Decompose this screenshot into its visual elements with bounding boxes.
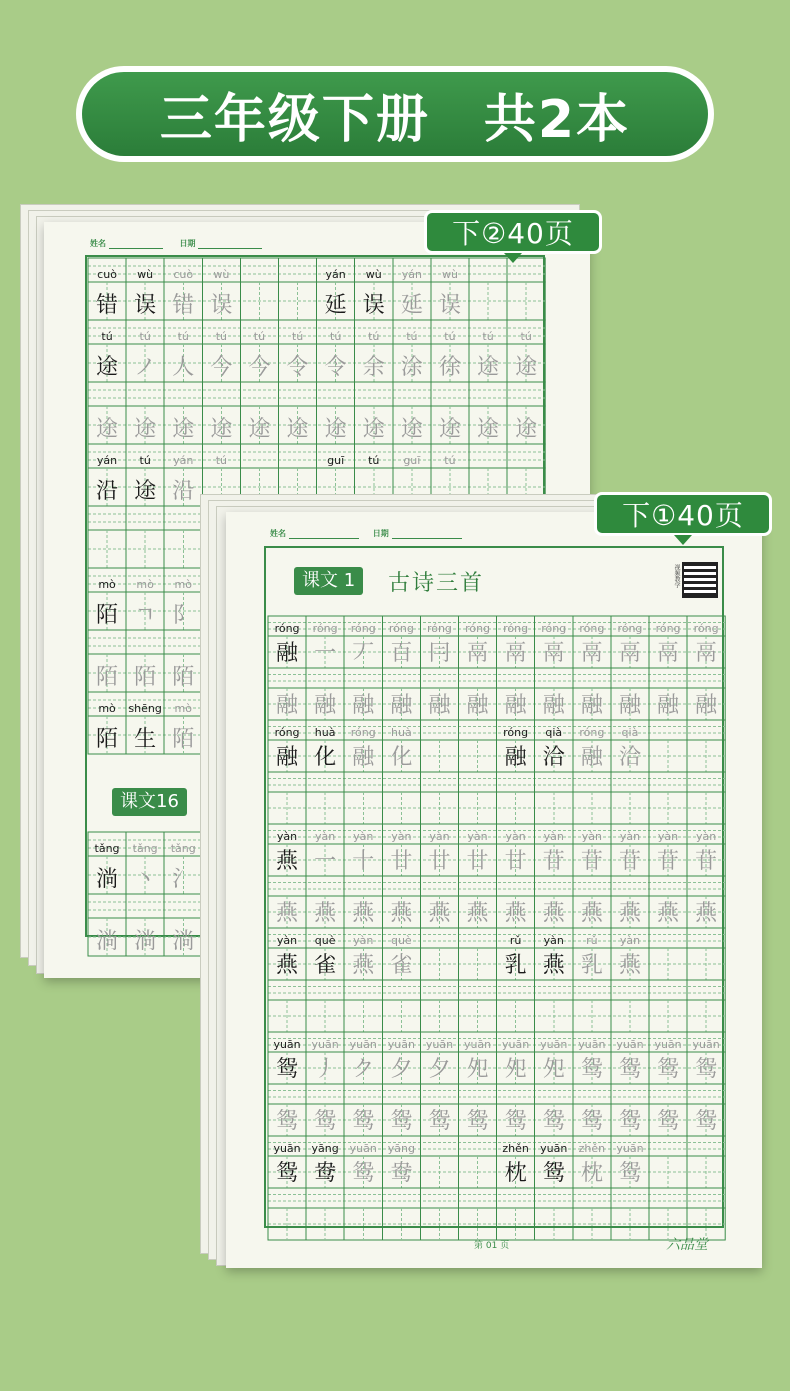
front-character: 鸳 [390, 1109, 413, 1134]
front-character: 融 [542, 693, 565, 718]
back-pinyin: tú [520, 330, 532, 343]
back2-character: 丶 [134, 867, 157, 892]
back-pinyin: wù [137, 268, 154, 281]
back-character: 途 [172, 417, 195, 442]
title-banner [76, 66, 714, 162]
back-pinyin: cuò [97, 268, 117, 281]
back-character: 途 [400, 417, 423, 442]
back-pinyin: wù [213, 268, 230, 281]
front-character: 夗 [466, 1057, 489, 1082]
name-label: 姓名 [270, 529, 286, 538]
back-pinyin: shēng [128, 702, 162, 715]
front-pinyin: róng [693, 622, 719, 635]
front-character: 燕 [542, 953, 565, 978]
front-pinyin: róng [350, 726, 376, 739]
front-pinyin: què [314, 934, 336, 947]
front-pinyin: yàn [505, 830, 526, 843]
front-character: 鸳 [695, 1109, 718, 1134]
front-pinyin: yàn [657, 830, 679, 843]
front-character: 鸳 [466, 1109, 489, 1134]
front-character: 鸳 [657, 1057, 680, 1082]
back-character: 人 [172, 355, 195, 380]
front-pinyin: yuān [540, 1142, 568, 1155]
front-character: 苷 [580, 849, 603, 874]
back-pinyin: yán [173, 454, 194, 467]
front-pinyin: yàn [467, 830, 488, 843]
front-pinyin: róng [503, 622, 529, 635]
back-pinyin: yán [325, 268, 346, 281]
back-pinyin: tú [444, 330, 456, 343]
front-pinyin: yuān [273, 1142, 301, 1155]
front-pinyin: yàn [353, 934, 374, 947]
front-pinyin: yuān [616, 1142, 644, 1155]
front-character: 夕 [390, 1057, 413, 1082]
front-character: 化 [390, 745, 413, 770]
front-character: 廿 [428, 849, 451, 874]
back-pinyin: mò [136, 578, 154, 591]
back-character: 途 [477, 355, 500, 380]
back-character: 错 [172, 293, 195, 318]
front-pinyin: róng [465, 622, 491, 635]
lesson-title: 古诗三首 [388, 571, 485, 596]
front-pinyin: yuān [540, 1038, 568, 1051]
back-character: 途 [96, 355, 119, 380]
front-pinyin: yàn [276, 934, 298, 947]
front-pinyin: róng [579, 622, 605, 635]
back-pinyin: mò [174, 702, 192, 715]
brand-logo: 六品堂 [666, 1237, 708, 1253]
front-pinyin: zhěn [578, 1142, 606, 1155]
front-pinyin: róng [312, 622, 338, 635]
front-character: 鬲 [542, 641, 565, 666]
back-character: 错 [96, 293, 119, 318]
back-character: 途 [438, 417, 461, 442]
front-character: 甘 [504, 849, 527, 874]
back-character: 余 [362, 355, 385, 380]
back-pinyin: tú [177, 330, 189, 343]
back-pinyin: tú [139, 330, 151, 343]
back-character: 生 [134, 727, 157, 752]
front-pinyin: róng [617, 622, 643, 635]
front-character: 燕 [390, 901, 413, 926]
front-pinyin: yāng [387, 1142, 415, 1155]
back-character: 途 [515, 417, 538, 442]
back-character: 陌 [172, 727, 195, 752]
grade-text: 三年级下册 [159, 89, 430, 150]
front-pinyin: róng [388, 622, 414, 635]
front-character: 冃 [428, 641, 451, 666]
front-character: 融 [428, 693, 451, 718]
back-character: 延 [400, 293, 423, 318]
qr-label: 视频教学 [673, 564, 680, 588]
front-character: 鸳 [352, 1109, 375, 1134]
front-character: 融 [276, 693, 299, 718]
front-pinyin: yàn [581, 830, 602, 843]
front-character: 洽 [618, 745, 641, 770]
front-pinyin: yàn [429, 830, 450, 843]
front-pinyin: róng [274, 726, 300, 739]
front-character: 鸳 [542, 1109, 565, 1134]
front-pinyin: qià [621, 726, 639, 739]
back-character: 途 [362, 417, 385, 442]
front-character: 融 [580, 693, 603, 718]
back-character: 误 [134, 293, 157, 318]
back-character: 陌 [96, 727, 119, 752]
front-pinyin: yàn [619, 830, 641, 843]
front-character: 一 [314, 641, 337, 666]
front-pinyin: yuān [654, 1038, 682, 1051]
front-character: 融 [276, 745, 299, 770]
front-character: 鬲 [504, 641, 527, 666]
front-character: 燕 [542, 901, 565, 926]
back-pinyin: mò [98, 702, 116, 715]
front-pinyin: yuān [502, 1038, 530, 1051]
back-character: ノ [134, 355, 157, 380]
front-character: 雀 [390, 953, 413, 978]
front-pinyin: yāng [311, 1142, 339, 1155]
front-character: 鸳 [657, 1109, 680, 1134]
back2-character: 淌 [96, 867, 119, 892]
name-label: 姓名 [90, 239, 106, 248]
back2-character: 淌 [96, 929, 119, 954]
front-character: 融 [466, 693, 489, 718]
front-pinyin: róng [579, 726, 605, 739]
front-character: 鸳 [618, 1161, 641, 1186]
front-character: 鬲 [580, 641, 603, 666]
front-pinyin: qià [545, 726, 563, 739]
back-pinyin: mò [98, 578, 116, 591]
front-character: 鬲 [657, 641, 680, 666]
front-character: 燕 [580, 901, 603, 926]
back-character: 途 [324, 417, 347, 442]
front-pinyin: róng [426, 622, 452, 635]
front-practice-grid [226, 512, 762, 1268]
back-pinyin: wù [441, 268, 458, 281]
front-pinyin: yuān [273, 1038, 301, 1051]
front-pinyin: yuān [463, 1038, 492, 1051]
front-pinyin: róng [274, 622, 300, 635]
front-pinyin: yuān [692, 1038, 720, 1051]
front-pinyin: yàn [315, 830, 336, 843]
back-pinyin: tú [291, 330, 304, 343]
front-character: 鸯 [390, 1161, 413, 1186]
book1-page-callout: 下①40页 [594, 492, 772, 536]
front-character: 燕 [352, 901, 375, 926]
front-character: 鸳 [618, 1109, 641, 1134]
back-character: 途 [96, 417, 119, 442]
front-pinyin: róng [541, 622, 567, 635]
back-pinyin: yán [96, 454, 118, 467]
front-character: 鸳 [580, 1109, 603, 1134]
back-character: 延 [324, 293, 347, 318]
back-character: 今 [248, 355, 271, 380]
back2-pinyin: tǎng [170, 842, 196, 855]
front-pinyin: yuān [349, 1142, 377, 1155]
back-pinyin: tú [215, 454, 227, 467]
front-character: 枕 [504, 1161, 527, 1186]
back-character: 令 [286, 355, 309, 380]
front-pinyin: yuān [578, 1038, 606, 1051]
back-pinyin: tú [215, 330, 227, 343]
front-character: 鸳 [276, 1109, 299, 1134]
back-character: 陌 [172, 665, 195, 690]
back-character: 涂 [400, 355, 423, 380]
front-character: 鸳 [542, 1161, 565, 1186]
front-pinyin: què [390, 934, 412, 947]
front-pinyin: yàn [543, 830, 564, 843]
back-character: 徐 [438, 355, 461, 380]
front-character: 乳 [580, 953, 603, 978]
front-pinyin: róng [503, 726, 529, 739]
front-character: 燕 [657, 901, 680, 926]
front-character: 洽 [542, 745, 565, 770]
front-pinyin: huà [391, 726, 412, 739]
front-character: 夗 [542, 1057, 565, 1082]
front-character: 燕 [618, 953, 641, 978]
front-character: 融 [276, 641, 299, 666]
back2-pinyin: tǎng [132, 842, 158, 855]
front-pinyin: yàn [619, 934, 641, 947]
back-pinyin: tú [406, 330, 418, 343]
back2-pinyin-band [88, 894, 202, 918]
front-pinyin: yuān [349, 1038, 377, 1051]
front-character: 丆 [352, 641, 375, 666]
front-character: 丿 [314, 1057, 337, 1082]
front-character: 廿 [466, 849, 489, 874]
front-character: 融 [504, 693, 527, 718]
back-pinyin: tú [330, 330, 342, 343]
back-character: 沿 [96, 479, 119, 504]
back-pinyin: tú [368, 454, 380, 467]
date-label: 日期 [372, 529, 389, 538]
back2-pinyin: tǎng [94, 842, 120, 855]
back-pinyin: guī [327, 454, 345, 467]
back-lesson-label: 课文16 [112, 788, 187, 816]
back-pinyin: cuò [173, 268, 194, 281]
back2-character: 淌 [172, 929, 195, 954]
front-character: 枕 [580, 1161, 603, 1186]
back-pinyin: yán [401, 268, 422, 281]
front-character: 鸳 [504, 1109, 527, 1134]
back-character: 沿 [172, 479, 195, 504]
book2-page-callout: 下②40页 [424, 210, 602, 254]
back-character: 途 [134, 417, 157, 442]
back-character: 今 [210, 355, 233, 380]
front-character: 燕 [352, 953, 375, 978]
front-character: 十 [352, 849, 375, 874]
back2-character: 氵 [172, 867, 195, 892]
front-character: 苷 [618, 849, 641, 874]
back-pinyin: tú [444, 454, 456, 467]
front-character: 燕 [314, 901, 337, 926]
front-character: 燕 [504, 901, 527, 926]
front-character: 融 [580, 745, 603, 770]
front-character: 苷 [542, 849, 565, 874]
back-character: 误 [438, 293, 461, 318]
front-character: 雀 [314, 953, 337, 978]
front-character: 苷 [695, 849, 718, 874]
front-character: 廿 [390, 849, 413, 874]
front-pinyin: zhěn [502, 1142, 529, 1155]
back-pinyin: guī [403, 454, 421, 467]
front-character: 苷 [657, 849, 680, 874]
front-pinyin: róng [655, 622, 681, 635]
front-pinyin: rǔ [586, 934, 598, 947]
front-pinyin: huà [314, 726, 336, 739]
front-pinyin: yàn [391, 830, 412, 843]
front-character: 燕 [466, 901, 489, 926]
front-pinyin: yuān [387, 1038, 415, 1051]
front-pinyin: yàn [543, 934, 564, 947]
front-character: 鬲 [695, 641, 718, 666]
front-character: 融 [352, 745, 375, 770]
back-character: 途 [286, 417, 309, 442]
back-pinyin: tú [482, 330, 494, 343]
front-character: 融 [695, 693, 718, 718]
back-character: 陌 [96, 603, 119, 628]
front-character: 融 [390, 693, 413, 718]
front-character: 一 [314, 849, 337, 874]
back-character: 陌 [96, 665, 119, 690]
front-character: 燕 [276, 953, 299, 978]
front-pinyin: yàn [276, 830, 298, 843]
back-character: ㄱ [134, 603, 156, 628]
title-banner-inner [82, 72, 708, 156]
back-character: 陌 [134, 665, 157, 690]
front-character: 鸳 [428, 1109, 451, 1134]
front-pinyin: yàn [696, 830, 717, 843]
front-character: 鸯 [314, 1161, 337, 1186]
front-character: 燕 [276, 849, 299, 874]
front-lesson-label: 课文 1 [294, 567, 363, 595]
front-character: 融 [657, 693, 680, 718]
back-pinyin: tú [139, 454, 151, 467]
front-character: 鬲 [618, 641, 641, 666]
back-character: 途 [248, 417, 271, 442]
front-character: 融 [352, 693, 375, 718]
back-character: 途 [134, 479, 157, 504]
page-footer: 第 01 页 [474, 1241, 510, 1251]
front-worksheet [226, 512, 762, 1268]
back-character: 途 [515, 355, 538, 380]
front-character: 鸳 [618, 1057, 641, 1082]
date-label: 日期 [179, 239, 196, 248]
front-character: 鸳 [352, 1161, 375, 1186]
front-character: 燕 [276, 901, 299, 926]
front-character: 夕 [428, 1057, 451, 1082]
back-character: 阝 [172, 603, 195, 628]
front-character: 鸳 [580, 1057, 603, 1082]
back-character: 误 [362, 293, 385, 318]
front-character: 燕 [428, 901, 451, 926]
front-pinyin: róng [350, 622, 376, 635]
front-pinyin: yàn [353, 830, 374, 843]
back-character: 途 [477, 417, 500, 442]
back-pinyin: tú [368, 330, 380, 343]
front-character: 鸳 [314, 1109, 337, 1134]
back2-character: 淌 [134, 929, 157, 954]
front-character: 融 [504, 745, 527, 770]
count-text: 共2本 [483, 89, 631, 150]
front-character: ク [352, 1057, 375, 1082]
front-character: 鸳 [276, 1057, 299, 1082]
back-character: 令 [324, 355, 347, 380]
front-character: 百 [390, 641, 413, 666]
front-character: 燕 [618, 901, 641, 926]
front-character: 鸳 [276, 1161, 299, 1186]
front-pinyin: yuān [425, 1038, 454, 1051]
front-character: 鬲 [466, 641, 489, 666]
front-character: 夗 [504, 1057, 527, 1082]
back-pinyin: wù [365, 268, 382, 281]
back-character: 误 [210, 293, 233, 318]
back-character: 途 [210, 417, 233, 442]
front-character: 融 [618, 693, 641, 718]
front-character: 融 [314, 693, 337, 718]
front-character: 化 [314, 745, 337, 770]
front-pinyin: rǔ [509, 934, 522, 947]
front-character: 乳 [504, 953, 527, 978]
front-pinyin: yuān [616, 1038, 644, 1051]
front-character: 鸳 [695, 1057, 718, 1082]
back-pinyin: tú [101, 330, 113, 343]
front-pinyin: yuān [311, 1038, 339, 1051]
back-pinyin: mò [174, 578, 192, 591]
back-pinyin: tú [253, 330, 266, 343]
front-character: 燕 [695, 901, 718, 926]
